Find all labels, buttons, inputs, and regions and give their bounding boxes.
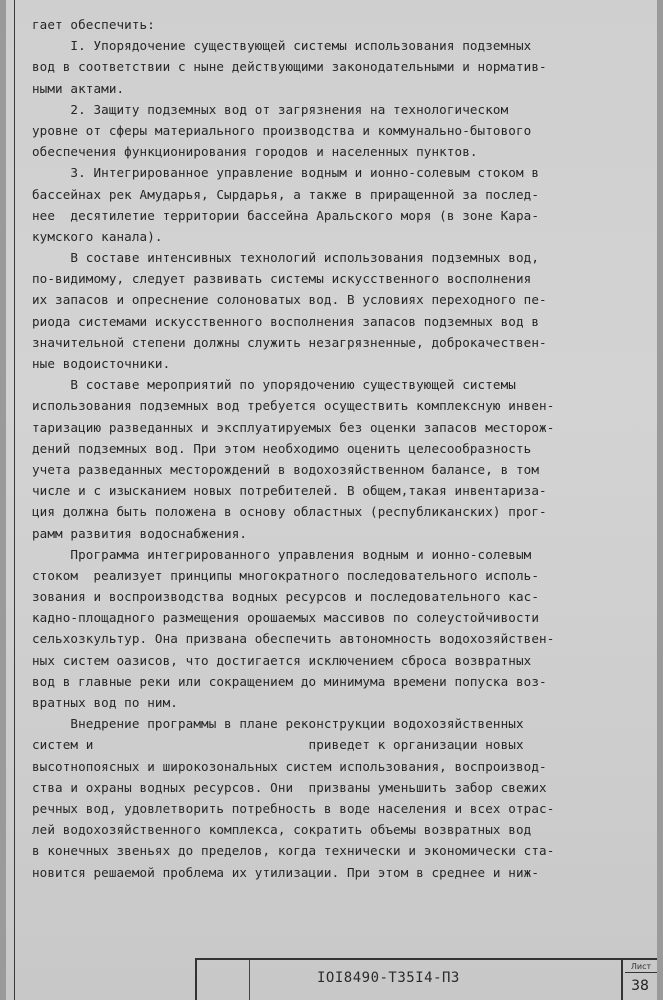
text-line: гает обеспечить: bbox=[32, 17, 155, 32]
text-line: таризацию разведанных и эксплуатируемых без оценки запасов месторож- bbox=[32, 419, 555, 435]
text-line: систем и приведет к организации новых bbox=[32, 737, 524, 753]
text-line: кадно-площадного размещения орошаемых массивов по солеустойчивости bbox=[32, 610, 540, 626]
text-line: вод в соответствии с ныне действующими законодательными и норматив- bbox=[32, 59, 547, 75]
text-line: ства и охраны водных ресурсов. Они призваны уменьшить забор свежих bbox=[32, 779, 547, 795]
sheet-number: 38 bbox=[631, 978, 649, 994]
title-block bbox=[195, 958, 657, 1000]
text-line: риода системами искусственного восполнения запасов подземных вод в bbox=[32, 313, 540, 329]
body-text bbox=[32, 14, 642, 883]
sheet-label: Лист bbox=[625, 962, 657, 973]
text-line: использования подземных вод требуется осуществить комплексную инвен- bbox=[32, 398, 555, 414]
title-block-divider bbox=[249, 960, 250, 1000]
text-line: числе и с изысканием новых потребителей. В общем,такая инвентариза- bbox=[32, 483, 547, 499]
text-line: новится решаемой проблема их утилизации. При этом в среднее и ниж- bbox=[32, 864, 540, 880]
text-line: ция должна быть положена в основу областных (республиканских) прог- bbox=[32, 504, 547, 520]
text-line: учета разведанных месторождений в водохозяйственном балансе, в том bbox=[32, 461, 540, 477]
text-line: в конечных звеньях до пределов, когда технически и экономически ста- bbox=[32, 843, 555, 859]
text-line: лей водохозяйственного комплекса, сократить объемы возвратных вод bbox=[32, 822, 532, 838]
text-line: их запасов и опреснение солоноватых вод. В условиях переходного пе- bbox=[32, 292, 547, 308]
text-line: ных систем оазисов, что достигается исключением сброса возвратных bbox=[32, 652, 532, 668]
frame-border-left bbox=[14, 0, 15, 1000]
text-line: I. Упорядочение существующей системы использования подземных bbox=[32, 38, 532, 54]
text-line: 2. Защиту подземных вод от загрязнения на технологическом bbox=[32, 101, 509, 117]
text-line: значительной степени должны служить незагрязненные, доброкачествен- bbox=[32, 334, 547, 350]
text-line: обеспечения функционирования городов и населенных пунктов. bbox=[32, 144, 478, 160]
text-line: Программа интегрированного управления водным и ионно-солевым bbox=[32, 546, 532, 562]
text-line: В составе мероприятий по упорядочению существующей системы bbox=[32, 377, 516, 393]
text-line: ные водоисточники. bbox=[32, 356, 171, 371]
document-page bbox=[6, 0, 657, 1000]
text-line: высотнопоясных и широкозональных систем использования, воспроизвод- bbox=[32, 758, 547, 774]
text-line: уровне от сферы материального производства и коммунально-бытового bbox=[32, 122, 532, 138]
text-line: ными актами. bbox=[32, 80, 125, 96]
text-line: 3. Интегрированное управление водным и ионно-солевым стоком в bbox=[32, 165, 540, 181]
document-code: IOI8490-Т35I4-ПЗ bbox=[317, 970, 460, 986]
sheet-number-box bbox=[621, 960, 657, 1000]
text-line: вратных вод по ним. bbox=[32, 695, 178, 710]
text-line: вод в главные реки или сокращением до минимума времени попуска воз- bbox=[32, 673, 547, 689]
text-line: нее десятилетие территории бассейна Аральского моря (в зоне Кара- bbox=[32, 207, 540, 223]
text-line: Внедрение программы в плане реконструкции водохозяйственных bbox=[32, 716, 524, 732]
text-line: рамм развития водоснабжения. bbox=[32, 525, 248, 541]
text-line: кумского канала). bbox=[32, 228, 163, 244]
text-line: зования и воспроизводства водных ресурсов и последовательного кас- bbox=[32, 589, 540, 605]
text-line: В составе интенсивных технологий использования подземных вод, bbox=[32, 250, 540, 266]
text-line: по-видимому, следует развивать системы искусственного восполнения bbox=[32, 271, 532, 287]
text-line: стоком реализует принципы многократного последовательного исполь- bbox=[32, 567, 540, 583]
text-line: сельхозкультур. Она призвана обеспечить автономность водохозяйствен- bbox=[32, 631, 555, 647]
text-line: бассейнах рек Амударья, Сырдарья, а также в приращенной за послед- bbox=[32, 186, 540, 202]
text-line: речных вод, удовлетворить потребность в воде населения и всех отрас- bbox=[32, 800, 555, 816]
text-line: дений подземных вод. При этом необходимо оценить целесообразность bbox=[32, 440, 532, 456]
